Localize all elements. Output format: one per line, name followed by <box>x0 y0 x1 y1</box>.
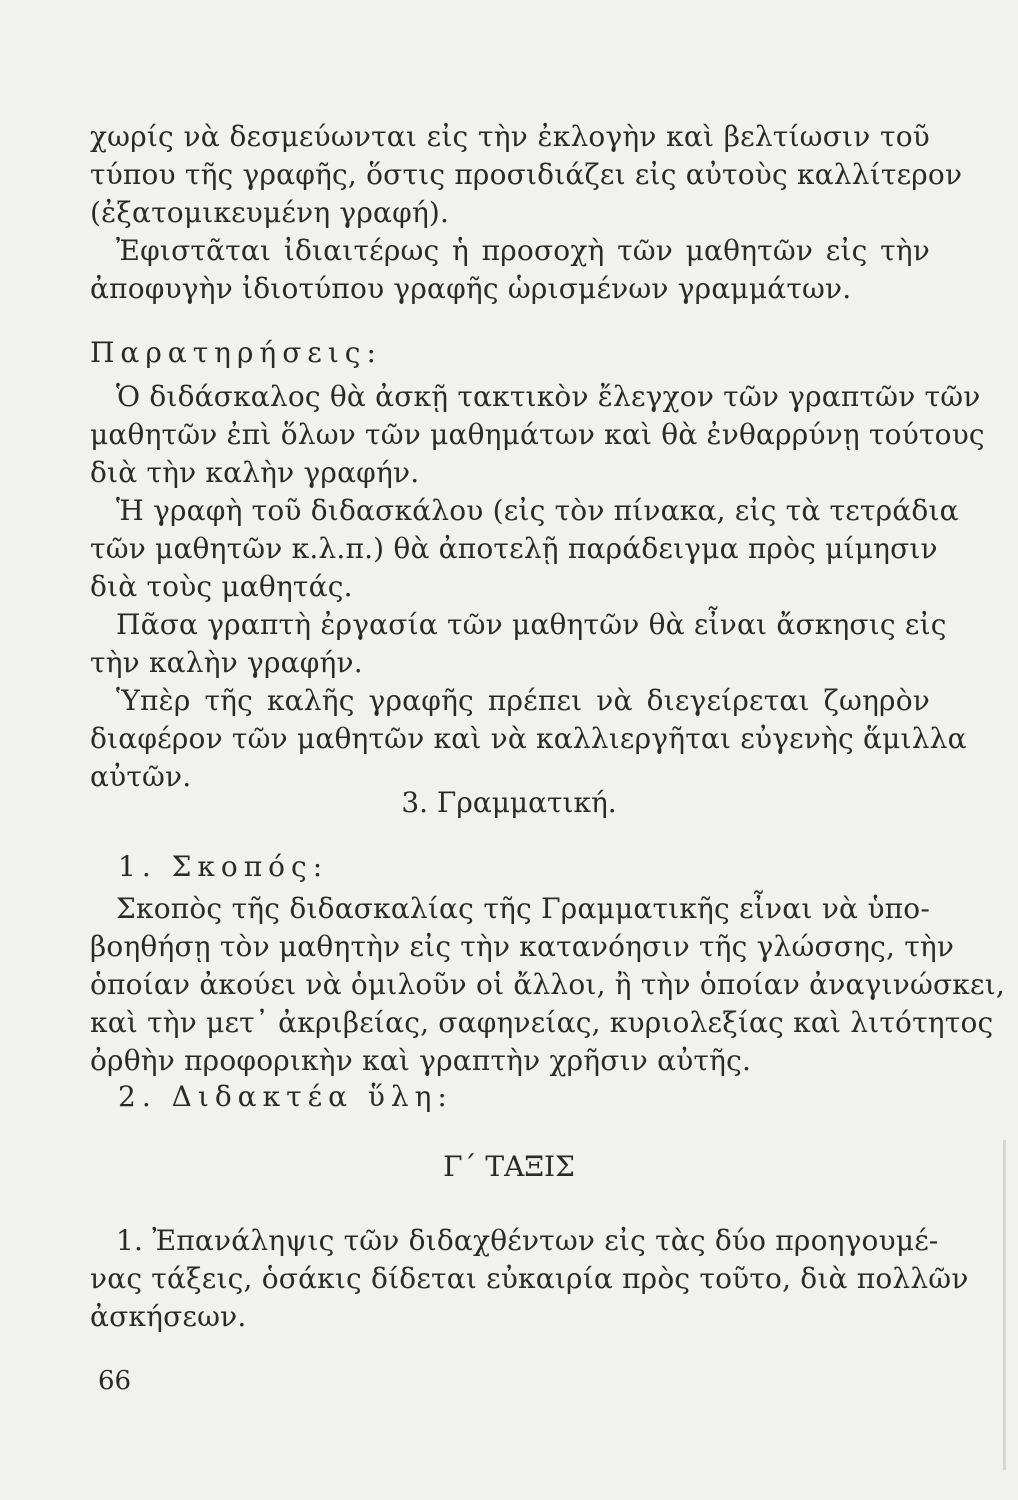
paragraph-remarks <box>90 378 985 796</box>
page-number: 66 <box>98 1366 132 1396</box>
text-line: καὶ τὴν μετ᾽ ἀκριβείας, σαφηνείας, κυριολεξίας καὶ λιτότητος <box>90 1006 994 1039</box>
text-line: νας τάξεις, ὁσάκις δίδεται εὐκαιρία πρὸς τοῦτο, διὰ πολλῶν <box>90 1262 969 1295</box>
text-line: τῶν μαθητῶν κ.λ.π.) θὰ ἀποτελῇ παράδειγμα πρὸς μίμησιν <box>90 532 938 565</box>
text-line: βοηθήσῃ τὸν μαθητὴν εἰς τὴν κατανόησιν τῆς γλώσσης, τὴν <box>90 930 955 963</box>
text-line: διὰ τοὺς μαθητάς. <box>90 570 353 603</box>
text-line: χωρίς νὰ δεσμεύωνται εἰς τὴν ἐκλογὴν καὶ βελτίωσιν τοῦ <box>90 120 930 153</box>
text-line: μαθητῶν ἐπὶ ὅλων τῶν μαθημάτων καὶ θὰ ἐνθαρρύνῃ τούτους <box>90 418 985 451</box>
text-line: Ὁ διδάσκαλος θὰ ἀσκῇ τακτικὸν ἔλεγχον τῶν γραπτῶν τῶν <box>116 380 981 413</box>
text-line: 1. Ἐπανάληψις τῶν διδαχθέντων εἰς τὰς δύο προηγουμέ- <box>116 1224 939 1257</box>
material-heading: 2. Διδακτέα ὕλη: <box>118 1080 453 1113</box>
text-line: αὐτῶν. <box>90 760 192 793</box>
text-line: τύπου τῆς γραφῆς, ὅστις προσιδιάζει εἰς αὐτοὺς καλλίτερον <box>90 158 963 191</box>
text-line: ἀποφυγὴν ἰδιοτύπου γραφῆς ὡρισμένων γραμμάτων. <box>90 272 852 305</box>
paragraph-grammar-purpose <box>90 890 1005 1080</box>
class-heading: Γ΄ ΤΑΞΙΣ <box>443 1150 575 1183</box>
page-edge-shadow <box>1003 1140 1006 1470</box>
remarks-heading: Παρατηρήσεις: <box>90 336 382 369</box>
text-line: Ἐφιστᾶται ἰδιαιτέρως ἡ προσοχὴ τῶν μαθητῶν εἰς τὴν <box>116 234 930 267</box>
section-title: 3. Γραμματική. <box>401 786 617 819</box>
text-line: Ὑπὲρ τῆς καλῆς γραφῆς πρέπει νὰ διεγείρεται ζωηρὸν <box>116 684 930 717</box>
text-line: Πᾶσα γραπτὴ ἐργασία τῶν μαθητῶν θὰ εἶναι ἄσκησις εἰς <box>116 608 947 641</box>
text-line: τὴν καλὴν γραφήν. <box>90 646 363 679</box>
text-line: διαφέρον τῶν μαθητῶν καὶ νὰ καλλιεργῆται εὐγενὴς ἅμιλλα <box>90 722 967 755</box>
text-line: Ἡ γραφὴ τοῦ διδασκάλου (εἰς τὸν πίνακα, εἰς τὰ τετράδια <box>116 494 959 527</box>
text-line: Σκοπὸς τῆς διδασκαλίας τῆς Γραμματικῆς εἶναι νὰ ὑπο- <box>116 892 930 925</box>
text-line: διὰ τὴν καλὴν γραφήν. <box>90 456 420 489</box>
purpose-heading: 1. Σκοπός: <box>118 850 329 883</box>
text-line: ὀρθὴν προφορικὴν καὶ γραπτὴν χρῆσιν αὐτῆς. <box>90 1044 752 1077</box>
paragraph-handwriting-individual <box>90 118 963 308</box>
text-line: ἀσκήσεων. <box>90 1300 247 1333</box>
text-line: (ἐξατομικευμένη γραφή). <box>90 196 450 229</box>
paragraph-class-content <box>90 1222 969 1336</box>
text-line: ὁποίαν ἀκούει νὰ ὁμιλοῦν οἱ ἄλλοι, ἢ τὴν ὁποίαν ἀναγινώσκει, <box>90 968 1005 1001</box>
